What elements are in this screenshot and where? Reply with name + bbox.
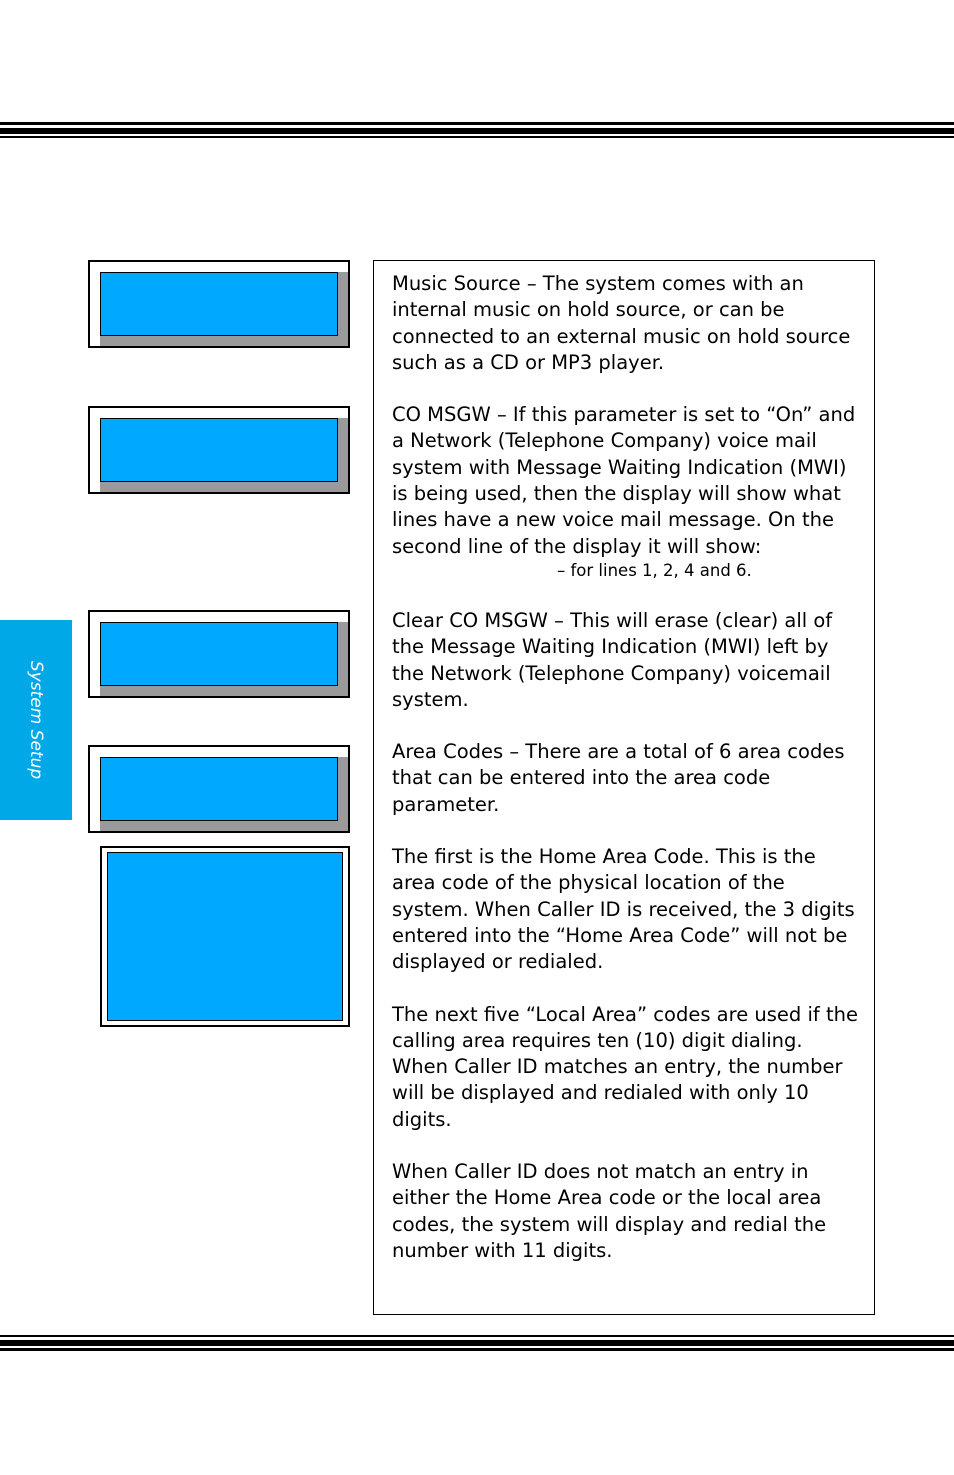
paragraph-clear-co-msgw: Clear CO MSGW – This will erase (clear) all of the Message Waiting Indication (MWI) left by the Network (Telephone Company) voicemail system. [392,608,833,711]
side-tab-label: System Setup [26,660,46,780]
paragraph-music-source: Music Source – The system comes with an internal music on hold source, or can be connected to an external music on hold source such as a CD or MP3 player. [392,272,851,374]
paragraph-local-area-codes: The next five “Local Area” codes are used if the calling area requires ten (10) digit dialing. When Caller ID matches an entry, the number will be displayed and redialed with only 10 digits. [392,1002,858,1131]
lcd-display-co-msgw [88,406,350,494]
lcd-display-music-source [88,260,350,348]
lcd-screen [100,272,338,336]
paragraph-area-codes: Area Codes – There are a total of 6 area codes that can be entered into the area code parameter. [392,740,845,816]
lcd-screen [100,757,338,821]
lcd-display-area-code-list [100,846,350,1027]
lcd-display-clear-co-msgw [88,610,350,698]
paragraph-no-match: When Caller ID does not match an entry in either the Home Area code or the local area codes, the system will display and redial the number with 11 digits. [392,1160,827,1262]
lcd-screen [100,418,338,482]
paragraph-home-area-code: The first is the Home Area Code. This is the area code of the physical location of the system. When Caller ID is received, the 3 digits entered into the “Home Area Code” will not be displayed or redialed. [392,845,855,974]
footer-rule [0,1335,954,1353]
header-rule [0,122,954,140]
section-side-tab [0,620,72,820]
lcd-screen [100,622,338,686]
lcd-screen [107,852,343,1021]
paragraph-co-msgw: CO MSGW – If this parameter is set to “On” and a Network (Telephone Company) voice mail system with Message Waiting Indication (MWI) is being used, then the display will show what lines have a new voice mail message. On the second line of the display it will show: [392,403,856,558]
lcd-display-area-codes [88,745,350,833]
paragraph-co-msgw-example: – for lines 1, 2, 4 and 6. [557,560,752,580]
description-box [373,260,875,1315]
